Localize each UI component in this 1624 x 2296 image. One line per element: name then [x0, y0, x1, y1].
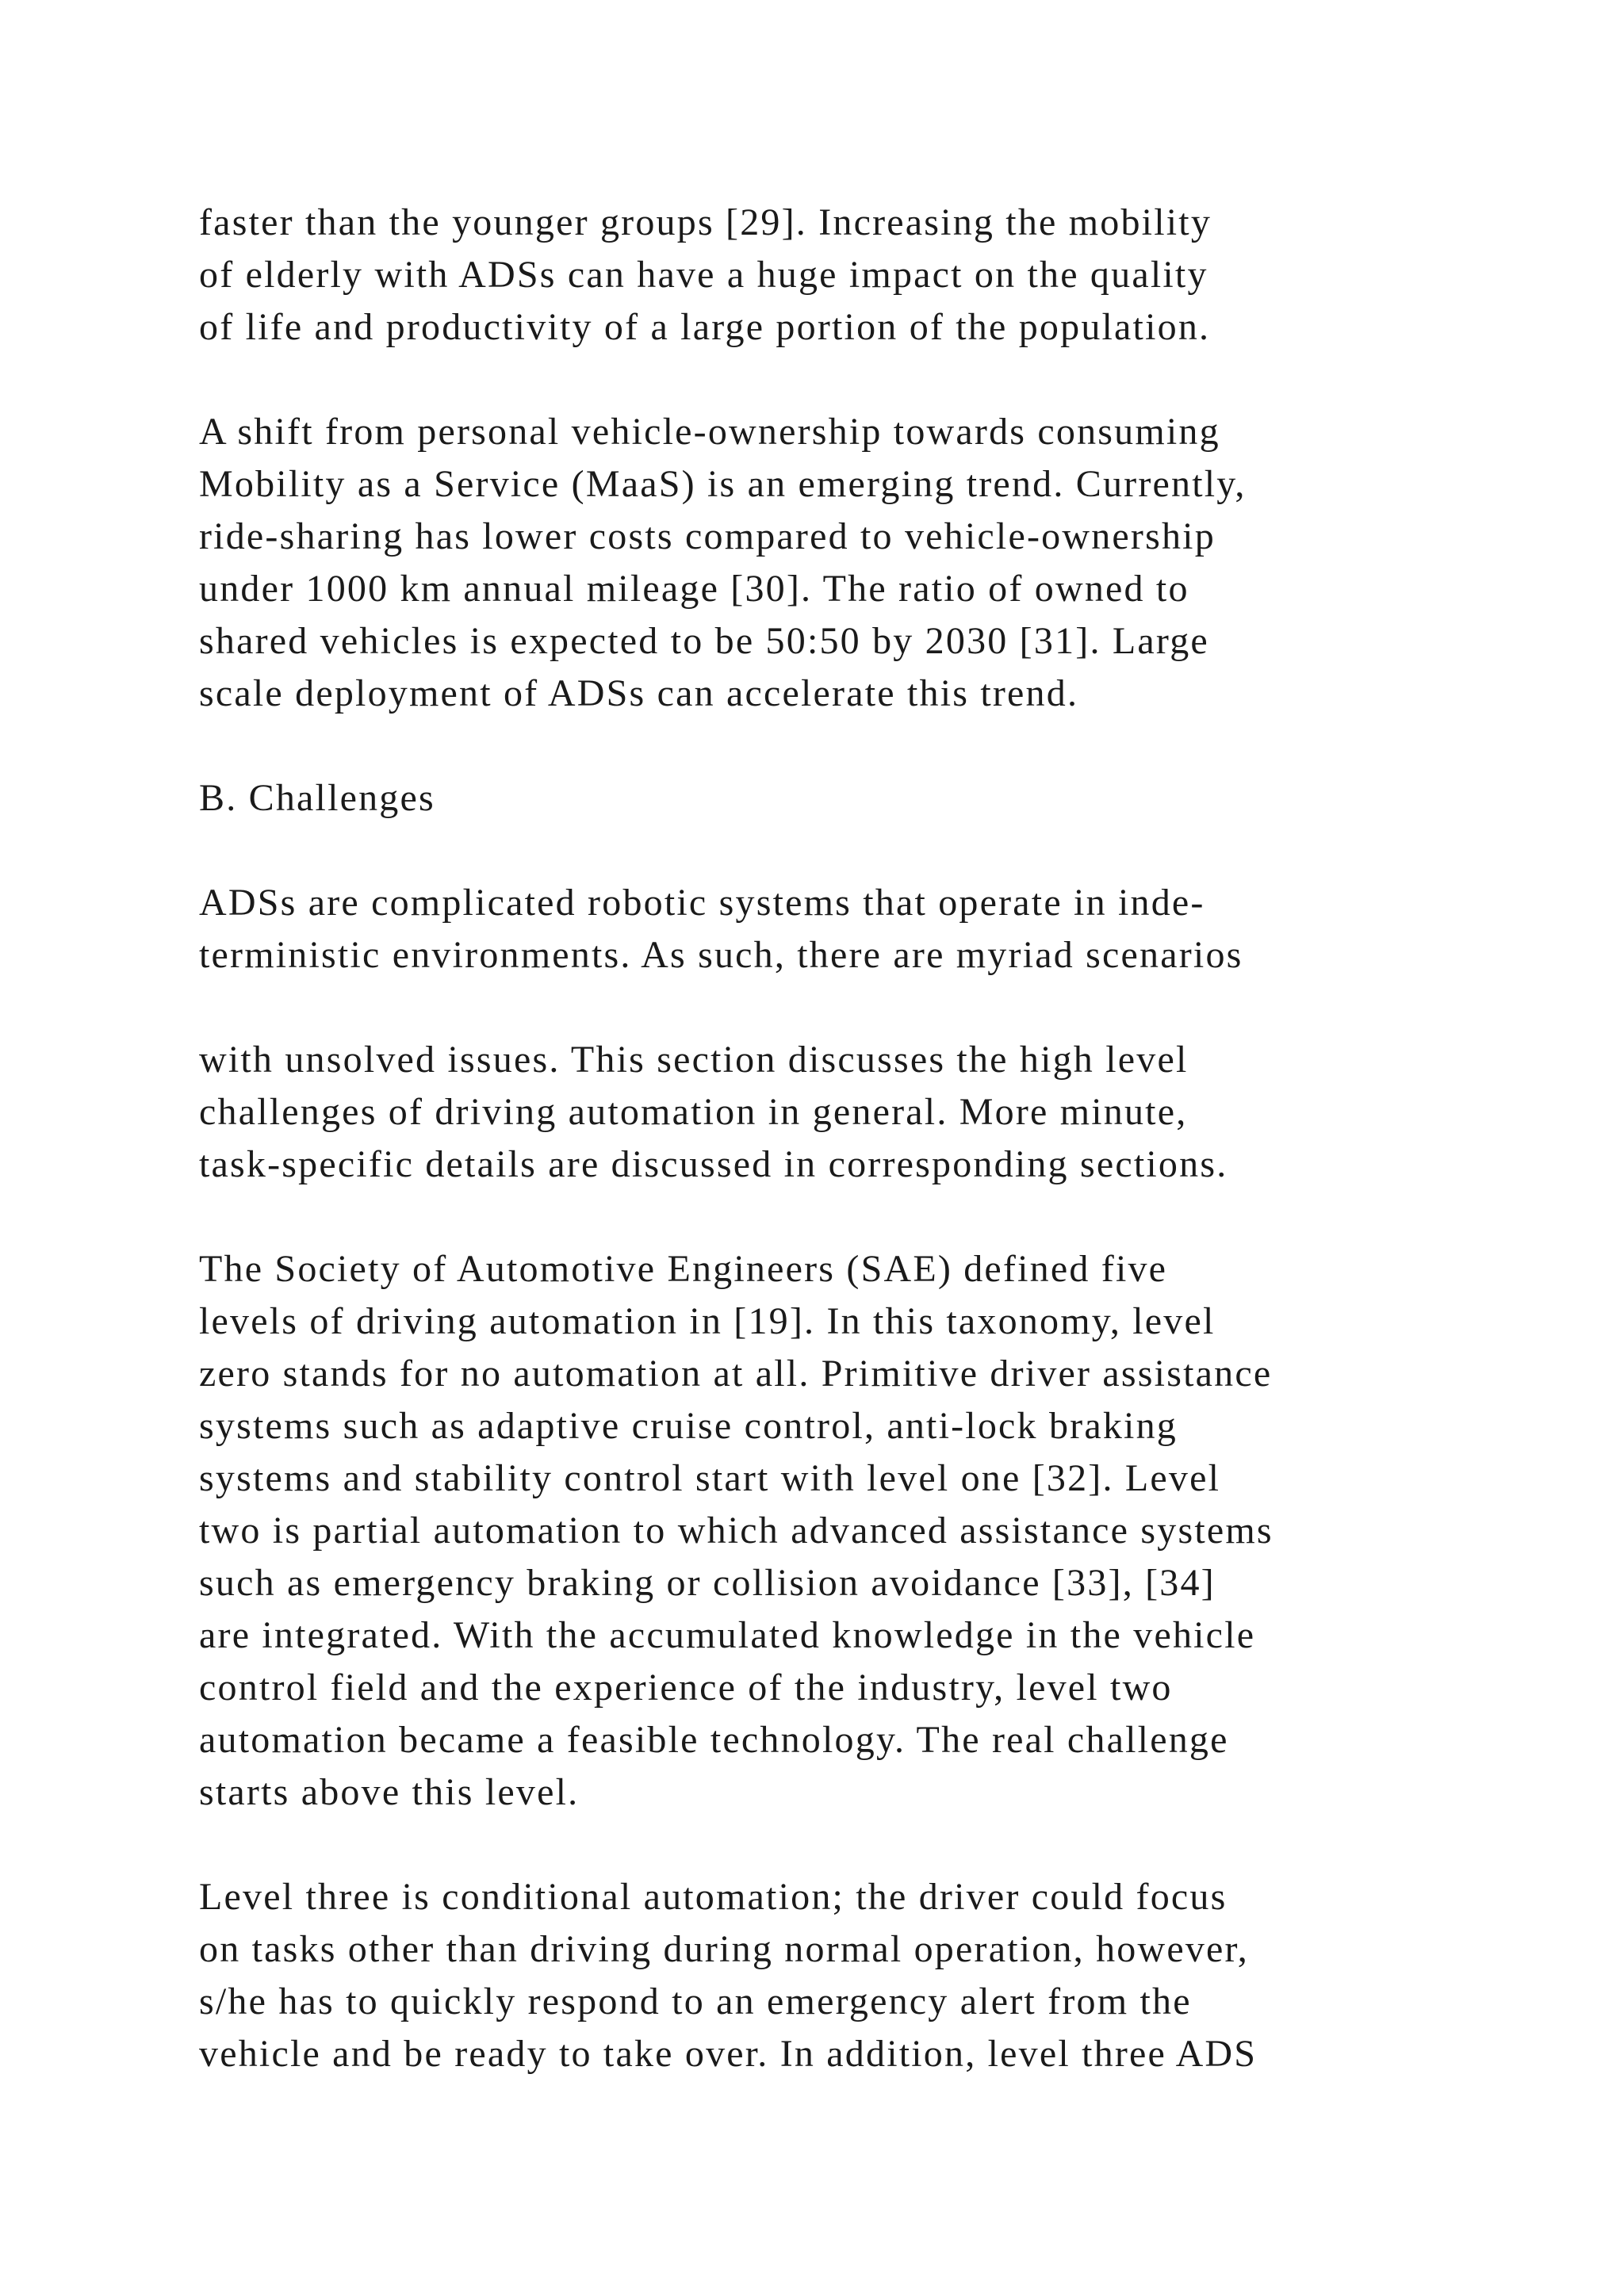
text-line: Level three is conditional automation; the driver could focus: [199, 1876, 1228, 1918]
paragraph-level-three: [199, 1871, 1563, 2080]
text-line: shared vehicles is expected to be 50:50 by 2030 [31]. Large: [199, 620, 1209, 662]
paragraph-ads-complicated: [199, 877, 1563, 982]
text-line: with unsolved issues. This section discusses the high level: [199, 1039, 1189, 1081]
text-line: s/he has to quickly respond to an emergency alert from the: [199, 1980, 1192, 2022]
text-line: control field and the experience of the industry, level two: [199, 1667, 1173, 1709]
paragraph-unsolved-issues: [199, 1034, 1563, 1191]
text-line: automation became a feasible technology. The real challenge: [199, 1719, 1229, 1761]
text-line: faster than the younger groups [29]. Increasing the mobility: [199, 201, 1212, 243]
text-line: terministic environments. As such, there are myriad scenarios: [199, 934, 1243, 976]
text-line: levels of driving automation in [19]. In this taxonomy, level: [199, 1300, 1216, 1342]
text-line: of life and productivity of a large portion of the population.: [199, 306, 1211, 348]
text-line: vehicle and be ready to take over. In addition, level three ADS: [199, 2033, 1258, 2075]
text-line: two is partial automation to which advanced assistance systems: [199, 1510, 1274, 1552]
text-line: under 1000 km annual mileage [30]. The ratio of owned to: [199, 568, 1189, 610]
section-heading-text: B. Challenges: [199, 777, 435, 819]
text-line: on tasks other than driving during normal operation, however,: [199, 1928, 1250, 1970]
paragraph-elderly-mobility: [199, 197, 1563, 354]
text-line: are integrated. With the accumulated knowledge in the vehicle: [199, 1614, 1256, 1656]
text-line: The Society of Automotive Engineers (SAE) defined five: [199, 1248, 1168, 1290]
text-line: zero stands for no automation at all. Primitive driver assistance: [199, 1353, 1273, 1395]
paragraph-maas: [199, 406, 1563, 720]
text-line: Mobility as a Service (MaaS) is an emerging trend. Currently,: [199, 463, 1247, 505]
text-line: ADSs are complicated robotic systems that operate in inde-: [199, 882, 1205, 924]
text-line: starts above this level.: [199, 1771, 580, 1813]
body-text: [199, 197, 1563, 2133]
text-line: scale deployment of ADSs can accelerate this trend.: [199, 672, 1079, 714]
text-line: systems and stability control start with level one [32]. Level: [199, 1457, 1221, 1499]
text-line: A shift from personal vehicle-ownership towards consuming: [199, 411, 1220, 453]
text-line: challenges of driving automation in general. More minute,: [199, 1091, 1188, 1133]
text-line: such as emergency braking or collision avoidance [33], [34]: [199, 1562, 1216, 1604]
text-line: systems such as adaptive cruise control, anti-lock braking: [199, 1405, 1178, 1447]
text-line: task-specific details are discussed in corresponding sections.: [199, 1143, 1228, 1185]
paragraph-sae-levels: [199, 1243, 1563, 1819]
text-line: ride-sharing has lower costs compared to vehicle-ownership: [199, 515, 1216, 557]
section-heading: [199, 772, 1563, 825]
text-line: of elderly with ADSs can have a huge impact on the quality: [199, 254, 1208, 296]
